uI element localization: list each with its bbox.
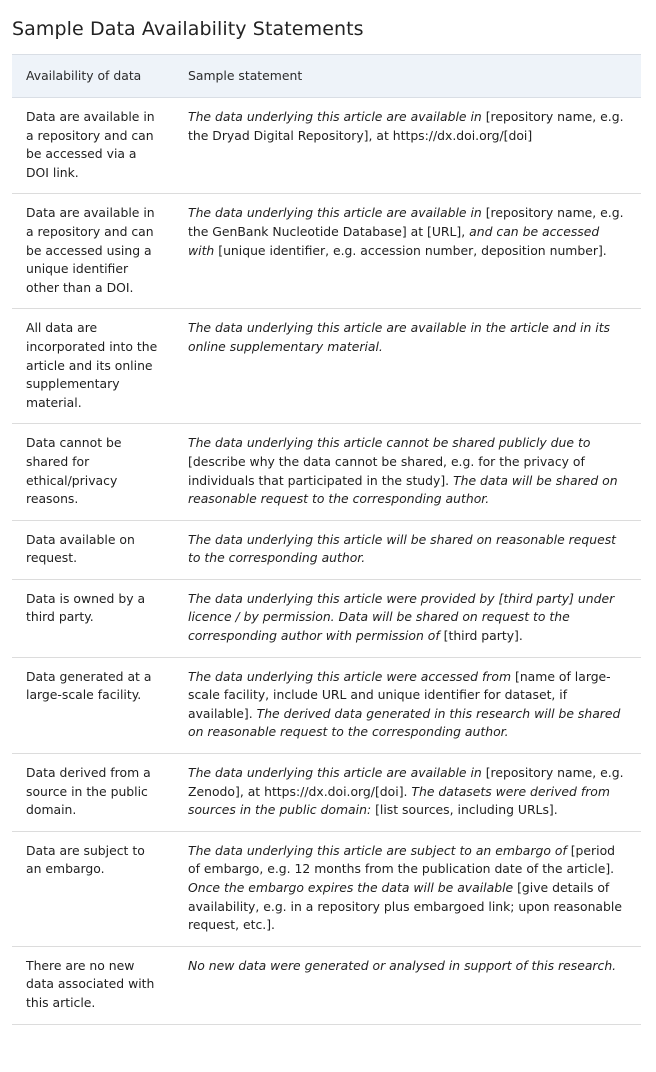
- availability-cell: Data are available in a repository and can be accessed via a DOI link.: [12, 98, 174, 194]
- statement-italic-text: The datasets were derived from sources in the public domain:: [188, 783, 610, 818]
- statement-placeholder-text: [third party].: [439, 628, 523, 644]
- statement-placeholder-text: [give details of availability, e.g. in a repository plus embargoed link; upon reasonable request, etc.].: [188, 880, 622, 933]
- statement-italic-text: The data will be shared on reasonable request to the corresponding author.: [188, 472, 618, 507]
- table-row: [12, 831, 641, 946]
- table-row: [12, 657, 641, 753]
- statement-italic-text: The data underlying this article are available in: [188, 109, 482, 124]
- statement-placeholder-text: [repository name, e.g. the Dryad Digital Repository], at https://dx.doi.org/[doi]: [188, 109, 624, 143]
- statement-placeholder-text: [unique identifier, e.g. accession number, deposition number].: [214, 242, 607, 258]
- statement-italic-text: The data underlying this article cannot be shared publicly due to: [188, 435, 591, 451]
- statement-italic-text: The data underlying this article will be shared on reasonable request to the corresponding author.: [188, 531, 617, 566]
- statement-placeholder-text: [list sources, including URLs].: [371, 802, 558, 818]
- availability-cell: Data generated at a large-scale facility.: [12, 657, 174, 753]
- table-row: [12, 309, 641, 424]
- statement-italic-text: The data underlying this article are subject to an embargo of: [188, 842, 567, 858]
- statement-cell: [174, 657, 641, 753]
- statement-cell: [174, 946, 641, 1024]
- table-row: [12, 946, 641, 1024]
- statement-placeholder-text: [describe why the data cannot be shared, e.g. for the privacy of individuals that participated in the study].: [188, 453, 585, 488]
- table-row: [12, 424, 641, 520]
- statement-italic-text: The data underlying this article are available in: [188, 765, 482, 781]
- availability-cell: Data derived from a source in the public domain.: [12, 754, 174, 832]
- statement-italic-text: No new data were generated or analysed in support of this research.: [188, 957, 617, 973]
- availability-cell: Data is owned by a third party.: [12, 579, 174, 657]
- statement-italic-text: and can be accessed with: [188, 223, 600, 258]
- statement-italic-text: Once the embargo expires the data will be available: [188, 880, 514, 895]
- statement-cell: [174, 309, 641, 424]
- statement-placeholder-text: [repository name, e.g. Zenodo], at https://dx.doi.org/[doi].: [188, 765, 624, 799]
- page-title: Sample Data Availability Statements: [12, 17, 364, 40]
- availability-cell: Data available on request.: [12, 520, 174, 579]
- statement-cell: [174, 754, 641, 832]
- column-header-statement: Sample statement: [174, 55, 641, 98]
- statement-cell: [174, 194, 641, 309]
- statement-cell: [174, 831, 641, 946]
- statement-placeholder-text: [name of large-scale facility, include URL and unique identifier for dataset, if available].: [188, 668, 611, 721]
- table-row: [12, 194, 641, 309]
- statement-italic-text: The data underlying this article are available in: [188, 205, 482, 221]
- statement-italic-text: The data underlying this article are available in the article and in its online supplementary material.: [188, 320, 611, 354]
- table-body: [12, 98, 641, 1025]
- data-availability-table: [12, 54, 641, 1025]
- statement-placeholder-text: [period of embargo, e.g. 12 months from the publication date of the article].: [188, 842, 616, 877]
- statement-cell: [174, 579, 641, 657]
- availability-cell: All data are incorporated into the article and its online supplementary material.: [12, 309, 174, 424]
- availability-cell: Data are available in a repository and can be accessed using a unique identifier other than a DOI.: [12, 194, 174, 309]
- availability-cell: Data cannot be shared for ethical/privacy reasons.: [12, 424, 174, 520]
- table-row: [12, 579, 641, 657]
- table-header-row: [12, 55, 641, 98]
- statement-italic-text: The data underlying this article were provided by [third party] under licence / by permission. Data will be shared on request to the corresponding author with permission of: [188, 590, 615, 644]
- statement-italic-text: The derived data generated in this research will be shared on reasonable request to the corresponding author.: [188, 705, 621, 740]
- statement-cell: [174, 520, 641, 579]
- statement-cell: [174, 424, 641, 520]
- availability-cell: There are no new data associated with this article.: [12, 946, 174, 1024]
- statement-italic-text: The data underlying this article were accessed from: [188, 668, 512, 684]
- statement-placeholder-text: [repository name, e.g. the GenBank Nucleotide Database] at [URL],: [188, 205, 624, 239]
- table-row: [12, 754, 641, 832]
- availability-cell: Data are subject to an embargo.: [12, 831, 174, 946]
- table-row: [12, 98, 641, 194]
- column-header-availability: Availability of data: [12, 55, 174, 98]
- statement-cell: [174, 98, 641, 194]
- table-row: [12, 520, 641, 579]
